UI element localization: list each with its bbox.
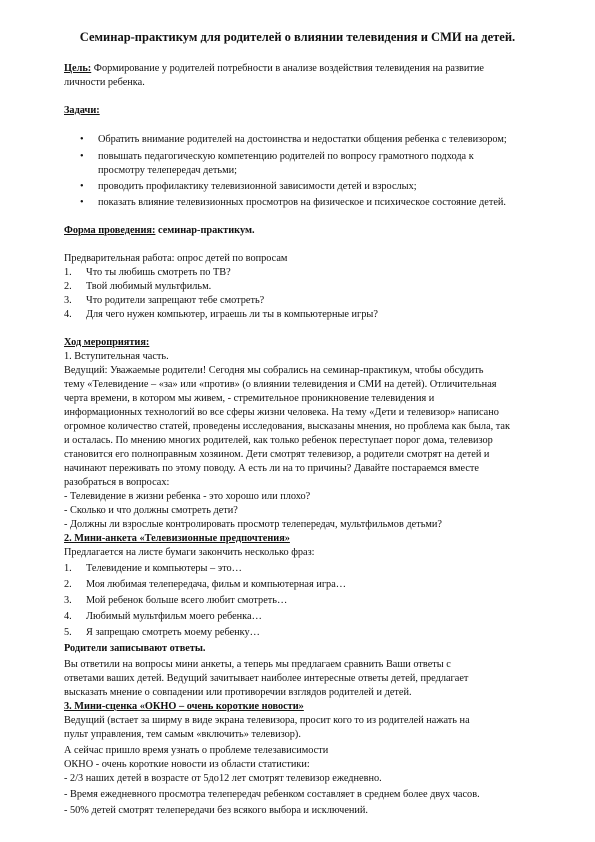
item-text: Любимый мультфильм моего ребенка… [86,611,262,622]
okno-line: - Время ежедневного просмотра телепередач ребенком составляет в среднем более двух часов. [64,789,480,800]
mini-survey-heading: 2. Мини-анкета «Телевизионные предпочтения» [64,533,290,544]
course-line: информационных технологий во все сферы жизни человека. На тему «Дети и телевизор» написано [64,407,499,418]
task-text: Обратить внимание родителей на достоинства и недостатки общения ребенка с телевизором; [98,134,507,145]
item-text: Я запрещаю смотреть моему ребенку… [86,627,260,638]
item-number: 3. [64,295,72,306]
item-number: 5. [64,627,72,638]
course-line: - Сколько и что должны смотреть дети? [64,505,238,516]
task-text: проводить профилактику телевизионной зависимости детей и взрослых; [98,181,417,192]
course-heading: Ход мероприятия: [64,337,150,348]
okno-heading: 3. Мини-сценка «ОКНО – очень короткие новости» [64,701,304,712]
item-text: Мой ребенок больше всего любит смотреть… [86,595,288,606]
item-text: Твой любимый мультфильм. [86,281,212,292]
form-value: семинар-практикум. [155,225,255,236]
bullet-icon: • [80,197,84,208]
survey-line: Вы ответили на вопросы мини анкеты, а теперь мы предлагаем сравнить Ваши ответы с [64,659,451,670]
okno-line: пульт управления, тем самым «включить» телевизор). [64,729,301,740]
course-line: огромное количество статей, проведены исследования, высказаны мнения, но проблема как была, так [64,421,510,432]
course-line: начинают переживать по этому поводу. А есть ли на то причины? Давайте постараемся вместе [64,463,479,474]
item-number: 4. [64,611,72,622]
tasks-heading: Задачи: [64,105,100,116]
okno-line: ОКНО - очень короткие новости из области статистики: [64,759,310,770]
course-part1: 1. Вступительная часть. [64,351,169,362]
okno-line: А сейчас пришло время узнать о проблеме телезависимости [64,745,329,756]
task-text: просмотру телепередач детьми; [98,165,238,176]
item-number: 2. [64,281,72,292]
task-text: показать влияние телевизионных просмотров на физическое и психическое состояние детей. [98,197,506,208]
course-line: разобраться в вопросах: [64,477,170,488]
page-title: Семинар-практикум для родителей о влиянии телевидения и СМИ на детей. [79,30,516,44]
item-text: Что родители запрещают тебе смотреть? [86,295,265,306]
prework-heading: Предварительная работа: опрос детей по вопросам [64,253,288,264]
form-label: Форма проведения: [64,225,156,236]
bullet-icon: • [80,134,84,145]
bullet-icon: • [80,151,84,162]
form-line [64,224,255,238]
goal-line-2: личности ребенка. [64,77,145,88]
item-number: 2. [64,579,72,590]
item-text: Телевидение и компьютеры – это… [86,563,242,574]
item-text: Моя любимая телепередача, фильм и компьютерная игра… [86,579,347,590]
goal-label: Цель: [64,63,92,74]
okno-line: - 2/3 наших детей в возрасте от 5до12 лет смотрят телевизор ежедневно. [64,773,382,784]
course-line: Ведущий: Уважаемые родители! Сегодня мы собрались на семинар-практикум, чтобы обсудить [64,365,484,376]
item-number: 3. [64,595,72,606]
course-line: тему «Телевидение – «за» или «против» (о влиянии телевидения и СМИ на детей). Отличительная [64,379,497,390]
item-text: Для чего нужен компьютер, играешь ли ты в компьютерные игры? [86,309,378,320]
course-line: черта времени, в котором мы живем, - стремительное проникновение телевидения и [64,393,435,404]
item-number: 1. [64,267,72,278]
item-number: 1. [64,563,72,574]
survey-line: высказать мнение о совпадении или противоречии взглядов родителей и детей. [64,687,412,698]
mini-survey-intro: Предлагается на листе бумаги закончить несколько фраз: [64,547,315,558]
course-line: и осталась. По мнению многих родителей, как только ребенок переступает порог дома, телевизор [64,435,493,446]
course-line: - Должны ли взрослые контролировать просмотр телепередач, мультфильмов детьми? [64,519,442,530]
okno-line: - 50% детей смотрят телепередачи без всякого выбора и исключений. [64,805,368,816]
parents-record-note: Родители записывают ответы. [64,643,206,654]
item-text: Что ты любишь смотреть по ТВ? [86,267,231,278]
bullet-icon: • [80,181,84,192]
course-line: становится его полноправным хозяином. Дети смотрят телевизор, а родители смотрят на детей и [64,449,490,460]
task-text: повышать педагогическую компетенцию родителей по вопросу грамотного подхода к [98,151,474,162]
survey-line: ответами ваших детей. Ведущий зачитывает наиболее интересные ответы детей, предлагает [64,673,469,684]
okno-line: Ведущий (встает за ширму в виде экрана телевизора, просит кого то из родителей нажать на [64,715,470,726]
goal-line-1 [64,62,484,76]
course-line: - Телевидение в жизни ребенка - это хорошо или плохо? [64,491,311,502]
item-number: 4. [64,309,72,320]
goal-text-1: Формирование у родителей потребности в анализе воздействия телевидения на развитие [91,63,484,74]
